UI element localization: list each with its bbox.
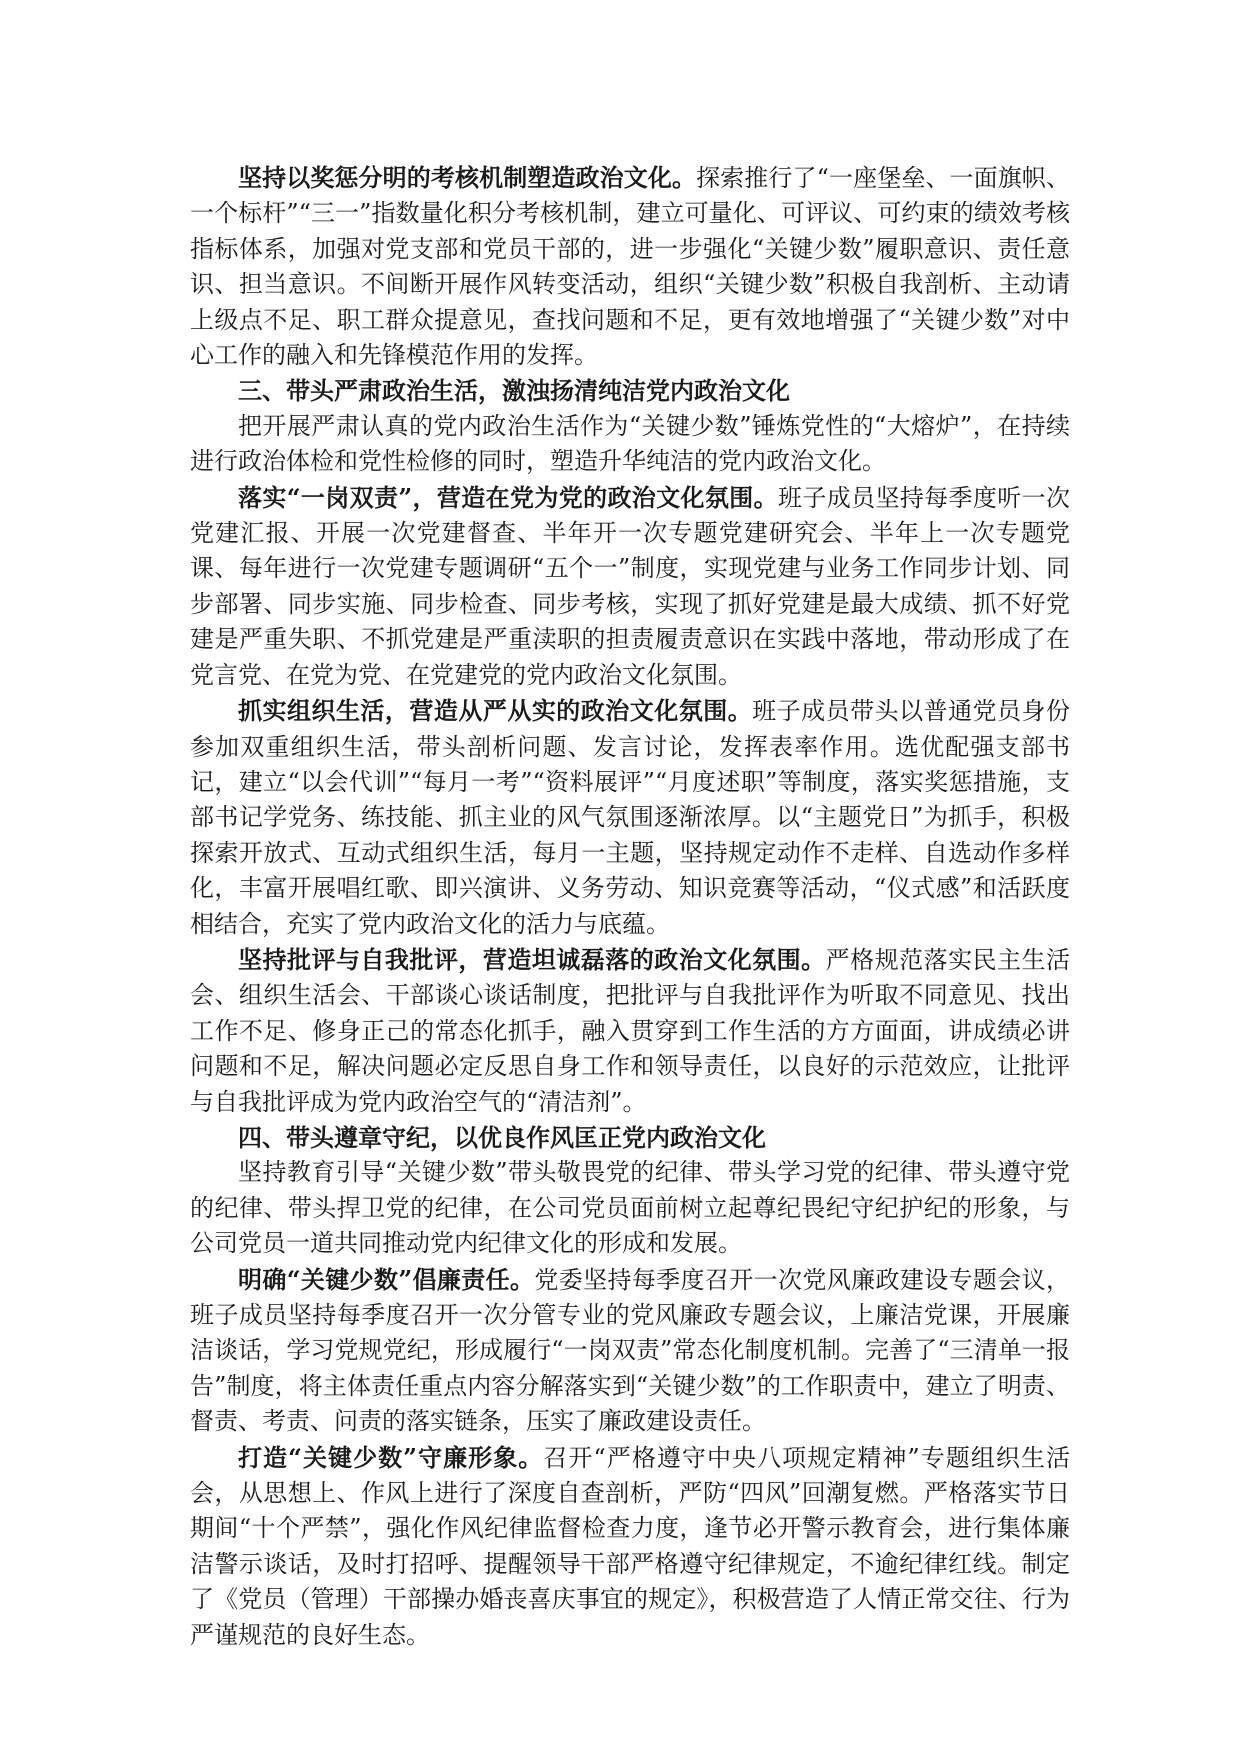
paragraph-body: 严格规范落实民主生活会、组织生活会、干部谈心谈话制度，把批评与自我批评作为听取不同意见、找出工作不足、修身正己的常态化抓手，融入贯穿到工作生活的方方面面，讲成绩必讲问题和不足，解决问题必定反思自身工作和领导责任，以良好的示范效应，让批评与自我批评成为党内政治空气的“清洁剂”。 (190, 945, 1071, 1116)
paragraph-criticism (190, 942, 1070, 1120)
paragraph-body: 党委坚持每季度召开一次党风廉政建设专题会议，班子成员坚持每季度召开一次分管专业的党风廉政专题会议，上廉洁党课，开展廉洁谈话，学习党规党纪，形成履行“一岗双责”常态化制度机制。完善了“三清单一报告”制度，将主体责任重点内容分解落实到“关键少数”的工作职责中，建立了明责、督责、考责、问责的落实链条，压实了廉政建设责任。 (190, 1265, 1071, 1436)
paragraph-organization-life (190, 693, 1070, 942)
paragraph-integrity-responsibility (190, 1262, 1070, 1440)
paragraph-assessment-mechanism (190, 160, 1070, 373)
paragraph-section-4-intro (190, 1155, 1070, 1261)
document-page (190, 160, 1070, 1653)
paragraph-lead: 抓实组织生活，营造从严从实的政治文化氛围。 (238, 696, 753, 726)
paragraph-lead: 明确“关键少数”倡廉责任。 (238, 1264, 535, 1294)
paragraph-one-post-two-duties (190, 480, 1070, 693)
paragraph-section-3-intro (190, 409, 1070, 480)
paragraph-body: 坚持教育引导“关键少数”带头敬畏党的纪律、带头学习党的纪律、带头遵守党的纪律、带头捍卫党的纪律，在公司党员面前树立起尊纪畏纪守纪护纪的形象，与公司党员一道共同推动党内纪律文化的形成和发展。 (190, 1158, 1070, 1258)
section-heading-4: 四、带头遵章守纪，以优良作风匡正党内政治文化 (238, 1122, 766, 1152)
paragraph-lead: 坚持以奖惩分明的考核机制塑造政治文化。 (238, 163, 697, 192)
paragraph-body: 召开“严格遵守中央八项规定精神”专题组织生活会，从思想上、作风上进行了深度自查剖析，严防“四风”回潮复燃。严格落实节日期间“十个严禁”，强化作风纪律监督检查力度，逢节必开警示教育会，进行集体廉洁警示谈话，及时打招呼、提醒领导干部严格遵守纪律规定，不逾纪律红线。制定了《党员（管理）干部操办婚丧喜庆事宜的规定》，积极营造了人情正常交往、行为严谨规范的良好生态。 (190, 1443, 1071, 1649)
paragraph-body: 班子成员带头以普通党员身份参加双重组织生活，带头剖析问题、发言讨论，发挥表率作用。选优配强支部书记，建立“以会代训”“每月一考”“资料展评”“月度述职”等制度，落实奖惩措施，支部书记学党务、练技能、抓主业的风气氛围逐渐浓厚。以“主题党日”为抓手，积极探索开放式、互动式组织生活，每月一主题，坚持规定动作不走样、自选动作多样化，丰富开展唱红歌、即兴演讲、义务劳动、知识竞赛等活动，“仪式感”和活跃度相结合，充实了党内政治文化的活力与底蕴。 (190, 697, 1071, 938)
paragraph-lead: 坚持批评与自我批评，营造坦诚磊落的政治文化氛围。 (238, 944, 826, 974)
paragraph-body: 班子成员坚持每季度听一次党建汇报、开展一次党建督查、半年开一次专题党建研究会、半年上一次专题党课、每年进行一次党建专题调研“五个一”制度，实现党建与业务工作同步计划、同步部署、同步实施、同步检查、同步考核，实现了抓好党建是最大成绩、抓不好党建是严重失职、不抓党建是严重渎职的担责履责意识在实践中落地，带动形成了在党言党、在党为党、在党建党的党内政治文化氛围。 (190, 483, 1071, 689)
paragraph-lead: 打造“关键少数”守廉形象。 (238, 1442, 544, 1472)
paragraph-lead: 落实“一岗双责”，营造在党为党的政治文化氛围。 (238, 482, 778, 512)
paragraph-integrity-image (190, 1440, 1070, 1653)
paragraph-body: 把开展严肃认真的党内政治生活作为“关键少数”锤炼党性的“大熔炉”，在持续进行政治体检和党性检修的同时，塑造升华纯洁的党内政治文化。 (190, 411, 1070, 476)
section-heading-3: 三、带头严肃政治生活，激浊扬清纯洁党内政治文化 (238, 376, 790, 406)
paragraph-body: 探索推行了“一座堡垒、一面旗帜、一个标杆”“三一”指数量化积分考核机制，建立可量化、可评议、可约束的绩效考核指标体系，加强对党支部和党员干部的，进一步强化“关键少数”履职意识、责任意识、担当意识。不间断开展作风转变活动，组织“关键少数”积极自我剖析、主动请上级点不足、职工群众提意见，查找问题和不足，更有效地增强了“关键少数”对中心工作的融入和先锋模范作用的发挥。 (190, 164, 1070, 370)
